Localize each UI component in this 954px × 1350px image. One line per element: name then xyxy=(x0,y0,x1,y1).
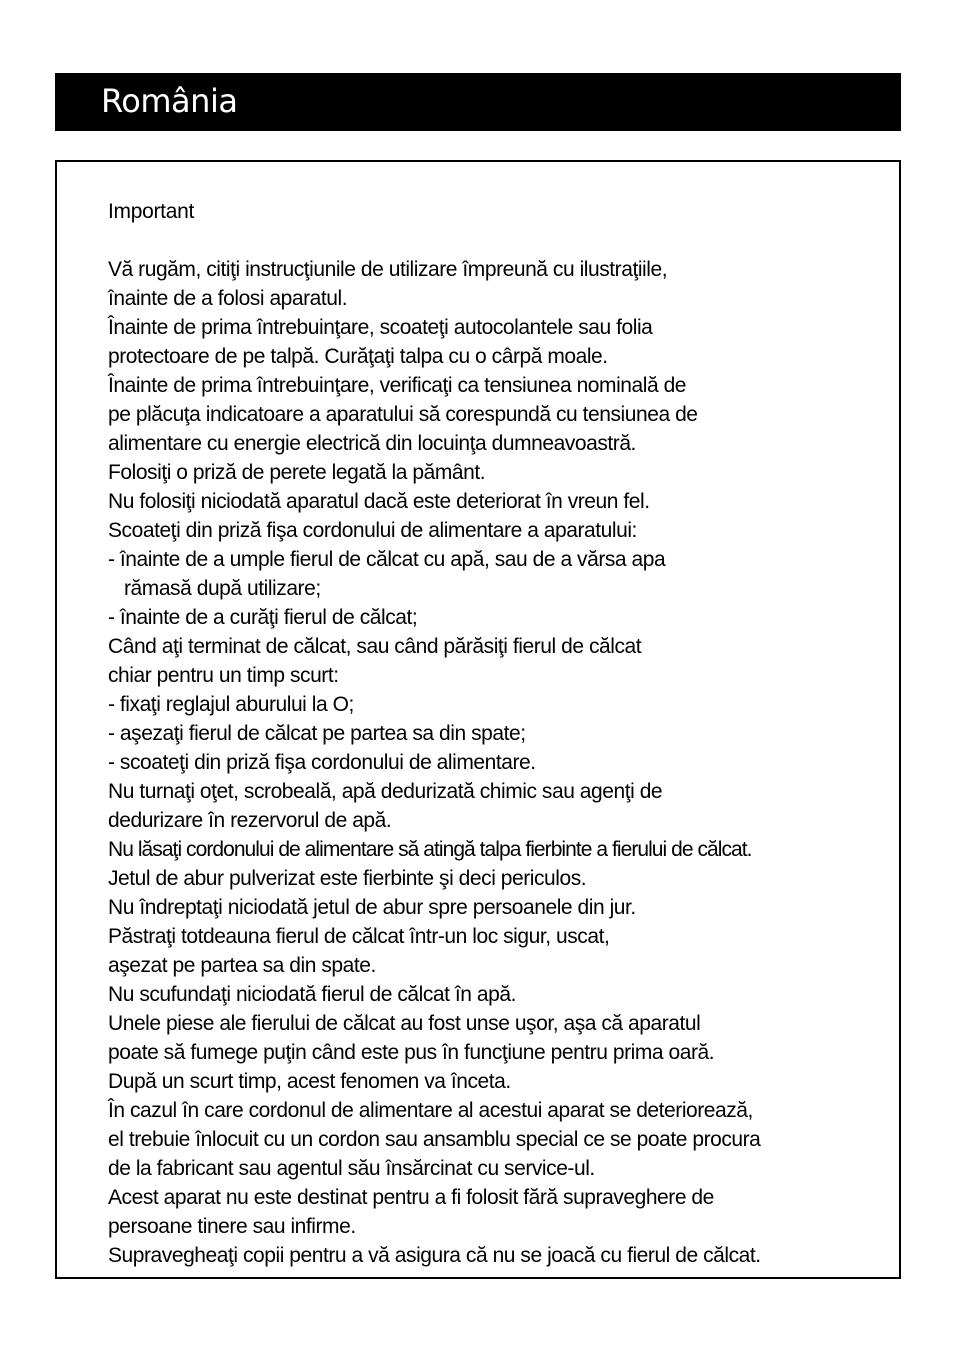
instruction-line: persoane tinere sau infirme. xyxy=(108,1215,356,1238)
instruction-line: Folosiţi o priză de perete legată la pământ. xyxy=(108,461,486,484)
important-heading: Important xyxy=(108,200,195,223)
instruction-line: Nu turnaţi oţet, scrobeală, apă dedurizată chimic sau agenţi de xyxy=(108,780,663,803)
instruction-line: Nu scufundaţi niciodată fierul de călcat în apă. xyxy=(108,983,516,1006)
instruction-line: alimentare cu energie electrică din locuinţa dumneavoastră. xyxy=(108,432,636,455)
instruction-line: - aşezaţi fierul de călcat pe partea sa din spate; xyxy=(108,722,526,745)
instruction-line: - înainte de a curăţi fierul de călcat; xyxy=(108,606,418,629)
instruction-line: de la fabricant sau agentul său însărcinat cu service-ul. xyxy=(108,1157,595,1180)
instruction-line: În cazul în care cordonul de alimentare al acestui aparat se deteriorează, xyxy=(108,1099,753,1122)
instruction-line: dedurizare în rezervorul de apă. xyxy=(108,809,392,832)
instruction-line: Scoateţi din priză fişa cordonului de alimentare a aparatului: xyxy=(108,519,637,542)
instruction-line: Nu îndreptaţi niciodată jetul de abur spre persoanele din jur. xyxy=(108,896,636,919)
instruction-line: Unele piese ale fierului de călcat au fost unse uşor, aşa că aparatul xyxy=(108,1012,701,1035)
instruction-line: protectoare de pe talpă. Curăţaţi talpa cu o cârpă moale. xyxy=(108,345,608,368)
instruction-line: Jetul de abur pulverizat este fierbinte şi deci periculos. xyxy=(108,867,587,890)
instruction-line: chiar pentru un timp scurt: xyxy=(108,664,339,687)
instruction-line: rămasă după utilizare; xyxy=(124,577,321,600)
instruction-line: Nu lăsaţi cordonului de alimentare să atingă talpa fierbinte a fierului de călcat. xyxy=(108,838,752,861)
instruction-line: Vă rugăm, citiţi instrucţiunile de utilizare împreună cu ilustraţiile, xyxy=(108,258,668,281)
instruction-line: - fixaţi reglajul aburului la O; xyxy=(108,693,354,716)
language-title: România xyxy=(101,82,238,120)
instruction-line: Când aţi terminat de călcat, sau când părăsiţi fierul de călcat xyxy=(108,635,642,658)
instruction-line: pe plăcuţa indicatoare a aparatului să corespundă cu tensiunea de xyxy=(108,403,698,426)
instruction-line: Supravegheaţi copii pentru a vă asigura că nu se joacă cu fierul de călcat. xyxy=(108,1244,761,1267)
instruction-line: Acest aparat nu este destinat pentru a fi folosit fără supraveghere de xyxy=(108,1186,714,1209)
instruction-line: el trebuie înlocuit cu un cordon sau ansamblu special ce se poate procura xyxy=(108,1128,761,1151)
instruction-line: Nu folosiţi niciodată aparatul dacă este deteriorat în vreun fel. xyxy=(108,490,650,513)
language-header-bar xyxy=(55,73,901,131)
instruction-line: Înainte de prima întrebuinţare, verificaţi ca tensiunea nominală de xyxy=(108,374,687,397)
instruction-line: - înainte de a umple fierul de călcat cu apă, sau de a vărsa apa xyxy=(108,548,666,571)
instruction-line: poate să fumege puţin când este pus în funcţiune pentru prima oară. xyxy=(108,1041,715,1064)
instruction-line: Înainte de prima întrebuinţare, scoateţi autocolantele sau folia xyxy=(108,316,653,339)
instructions-box xyxy=(55,160,901,1279)
instructions-text xyxy=(108,255,893,1270)
instruction-line: - scoateţi din priză fişa cordonului de alimentare. xyxy=(108,751,536,774)
instruction-line: înainte de a folosi aparatul. xyxy=(108,287,348,310)
instruction-line: După un scurt timp, acest fenomen va înceta. xyxy=(108,1070,511,1093)
instruction-line: aşezat pe partea sa din spate. xyxy=(108,954,376,977)
instruction-line: Păstraţi totdeauna fierul de călcat într-un loc sigur, uscat, xyxy=(108,925,610,948)
